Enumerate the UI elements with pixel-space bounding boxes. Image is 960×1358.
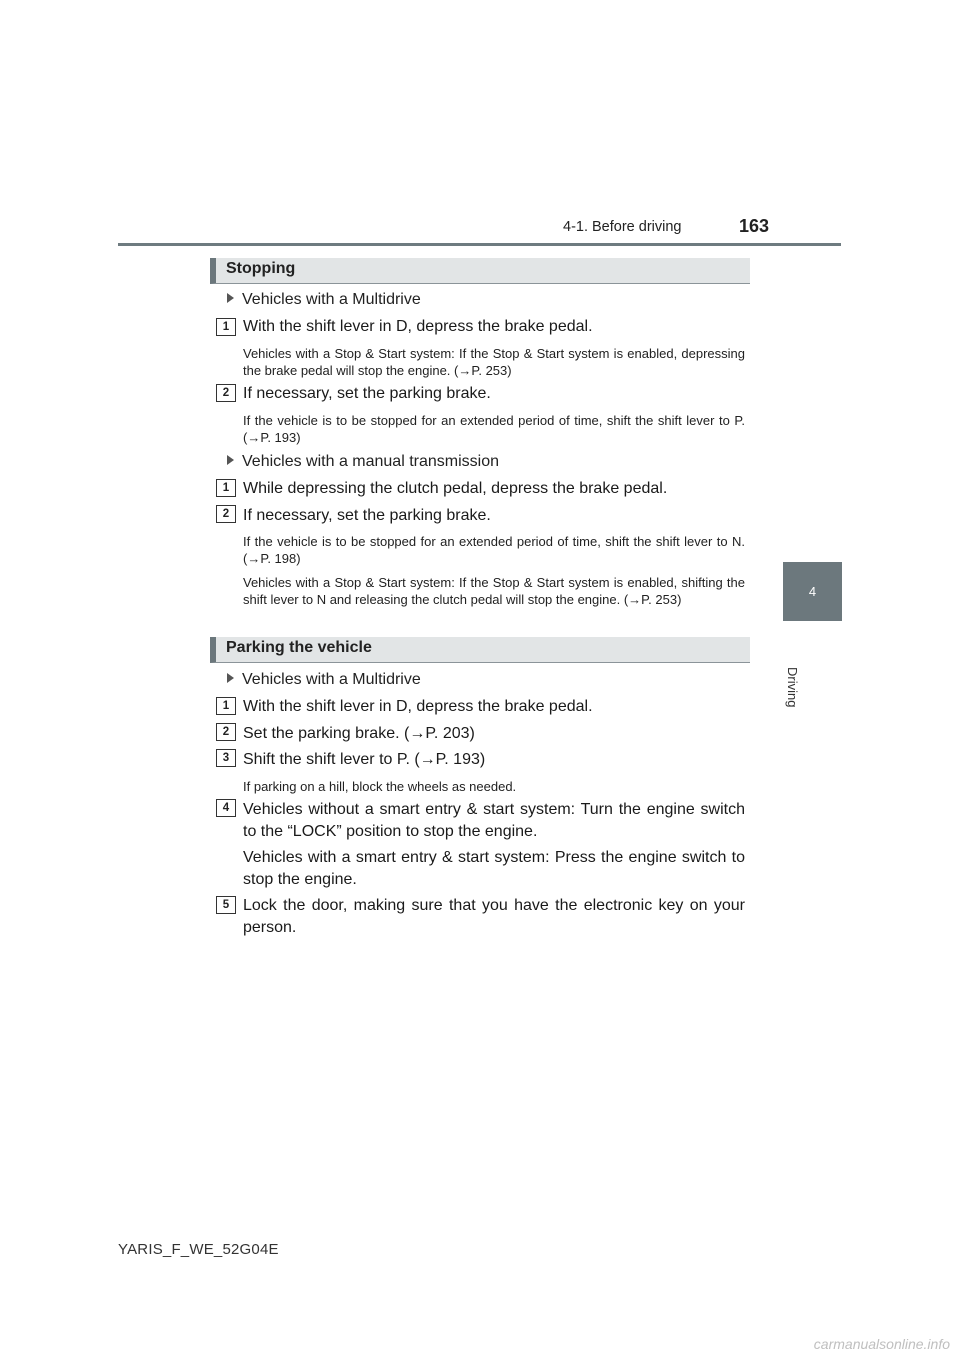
watermark: carmanualsonline.info	[813, 1336, 950, 1352]
subheading-multidrive: Vehicles with a Multidrive	[227, 291, 421, 309]
step-note: Vehicles with a Stop & Start system: If the Stop & Start system is enabled, depressing the brake pedal will stop the engine. (→P. 253)	[243, 346, 745, 378]
step-text: Lock the door, making sure that you have the electronic key on your person.	[243, 897, 745, 936]
step-text: With the shift lever in D, depress the brake pedal.	[243, 698, 593, 715]
page-number: 163	[739, 216, 770, 236]
running-header-section: 4-1. Before driving	[563, 219, 682, 235]
step-note: If the vehicle is to be stopped for an extended period of time, shift the shift lever to N. (→P. 198)	[243, 534, 745, 566]
document-code: YARIS_F_WE_52G04E	[118, 1241, 279, 1258]
step-text: Set the parking brake. (→P. 203)	[243, 725, 475, 742]
subheading-multidrive: Vehicles with a Multidrive	[227, 671, 421, 689]
header-divider	[118, 243, 841, 246]
step-number: 2	[216, 723, 236, 741]
section-header-parking	[210, 637, 750, 663]
step-number: 2	[216, 384, 236, 402]
step-note: If parking on a hill, block the wheels as needed.	[243, 779, 517, 794]
step-note: Vehicles with a Stop & Start system: If the Stop & Start system is enabled, shifting the shift lever to N and releasing the clutch pedal will stop the engine. (→P. 253)	[243, 575, 745, 607]
step-number: 1	[216, 697, 236, 715]
triangle-bullet-icon	[227, 673, 234, 683]
section-title: Stopping	[226, 260, 296, 277]
step-text: Vehicles without a smart entry & start system: Turn the engine switch to the “LOCK” position to stop the engine.	[243, 801, 745, 840]
section-title: Parking the vehicle	[226, 639, 372, 656]
chapter-tab[interactable]: 4	[783, 562, 842, 621]
step-note: If the vehicle is to be stopped for an extended period of time, shift the shift lever to P. (→P. 193)	[243, 413, 745, 445]
triangle-bullet-icon	[227, 293, 234, 303]
subheading-manual: Vehicles with a manual transmission	[227, 453, 499, 471]
step-text: If necessary, set the parking brake.	[243, 385, 491, 402]
step-text: Vehicles with a smart entry & start system: Press the engine switch to stop the engine.	[243, 849, 745, 888]
step-text: With the shift lever in D, depress the brake pedal.	[243, 318, 593, 335]
section-header-stopping	[210, 258, 750, 284]
chapter-tab-label: Driving	[785, 667, 800, 708]
step-number: 4	[216, 799, 236, 817]
step-number: 1	[216, 479, 236, 497]
step-text: If necessary, set the parking brake.	[243, 507, 491, 524]
step-number: 5	[216, 896, 236, 914]
step-number: 1	[216, 318, 236, 336]
step-text: While depressing the clutch pedal, depress the brake pedal.	[243, 480, 668, 497]
step-number: 3	[216, 749, 236, 767]
triangle-bullet-icon	[227, 455, 234, 465]
step-number: 2	[216, 505, 236, 523]
step-text: Shift the shift lever to P. (→P. 193)	[243, 751, 486, 768]
